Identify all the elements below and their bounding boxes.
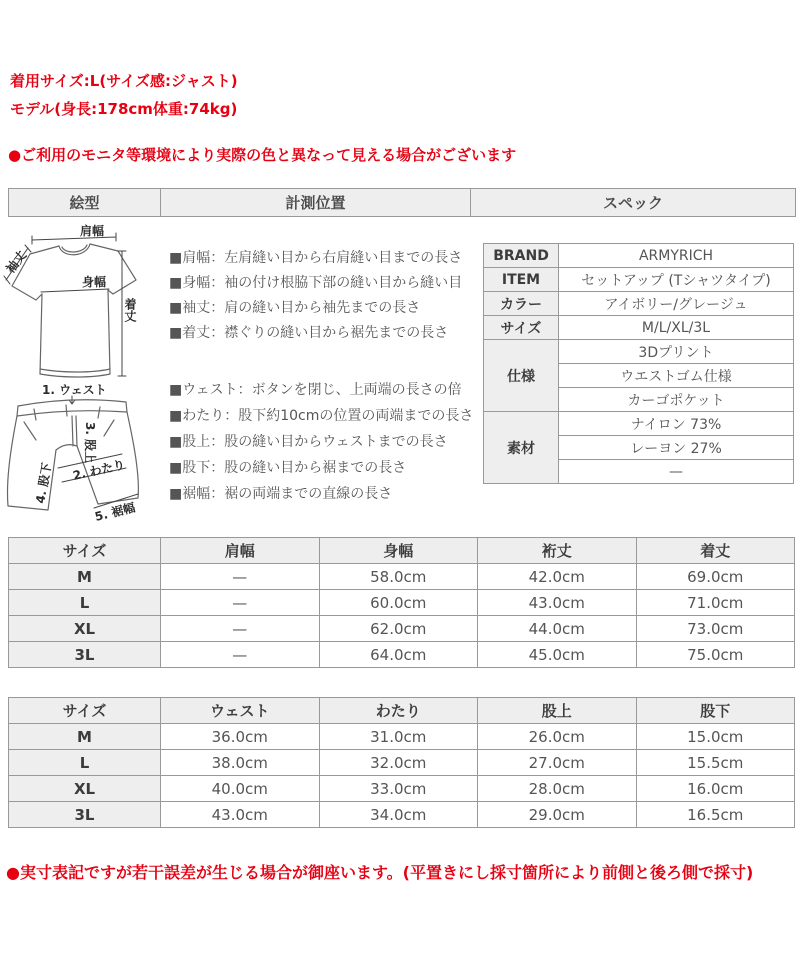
cell-value: 15.5cm	[636, 750, 795, 776]
shorts-measure-definitions	[169, 377, 485, 507]
header-length: 着丈	[636, 538, 795, 564]
measure-def-length: ■着丈：襟ぐりの縫い目から裾先までの長さ	[169, 325, 449, 341]
cell-value: —	[161, 642, 320, 668]
table-row	[9, 776, 795, 802]
monitor-color-note: ●ご利用のモニタ等環境により実際の色と異なって見える場合がございます	[8, 146, 517, 164]
shirt-size-table	[8, 537, 795, 668]
row-size-3l: 3L	[9, 642, 161, 668]
spec-label-features: 仕様	[484, 340, 559, 412]
spec-value-feature-1: 3Dプリント	[559, 340, 794, 364]
measure-def-chest: ■身幅：袖の付け根脇下部の縫い目から縫い目	[169, 275, 463, 291]
table-row	[9, 564, 795, 590]
model-info-note: モデル(身長:178cm体重:74kg)	[10, 100, 238, 118]
cell-value: 45.0cm	[478, 642, 637, 668]
measure-def-inseam: ■股下：股の縫い目から裾までの長さ	[169, 460, 407, 476]
column-header-drawing: 絵型	[9, 189, 161, 217]
measurement-disclaimer-note: ●実寸表記ですが若干誤差が生じる場合が御座います。(平置きにし採寸箇所により前側と後ろ側で採寸)	[6, 863, 754, 882]
table-row	[9, 616, 795, 642]
spec-value-size: M/L/XL/3L	[559, 316, 794, 340]
measure-def-shoulder: ■肩幅：左肩縫い目から右肩縫い目までの長さ	[169, 250, 463, 266]
cell-value: 64.0cm	[319, 642, 478, 668]
column-header-measure-position: 計測位置	[161, 189, 471, 217]
cell-value: 60.0cm	[319, 590, 478, 616]
measure-def-waist: ■ウェスト：ボタンを閉じ、上両端の長さの倍	[169, 382, 462, 398]
cell-value: 43.0cm	[478, 590, 637, 616]
shirt-chest-label: 身幅	[82, 275, 107, 289]
cell-value: 16.5cm	[636, 802, 795, 828]
cell-value: 71.0cm	[636, 590, 795, 616]
shirt-shoulder-label: 肩幅	[80, 224, 105, 238]
shorts-rise-label: 3. 股上	[83, 422, 97, 464]
header-thigh: わたり	[319, 698, 478, 724]
shorts-thigh-label: 2. わたり	[71, 457, 127, 483]
spec-label-color: カラー	[484, 292, 559, 316]
cell-value: —	[161, 616, 320, 642]
table-header-row	[9, 698, 795, 724]
cell-value: 44.0cm	[478, 616, 637, 642]
measure-def-rise: ■股上：股の縫い目からウェストまでの長さ	[169, 434, 448, 450]
shorts-inseam-label: 4. 股下	[33, 461, 55, 505]
shorts-diagram	[7, 383, 138, 524]
cell-value: 62.0cm	[319, 616, 478, 642]
cell-value: 34.0cm	[319, 802, 478, 828]
cell-value: 32.0cm	[319, 750, 478, 776]
spec-value-color: アイボリー/グレージュ	[559, 292, 794, 316]
spec-label-size: サイズ	[484, 316, 559, 340]
shorts-waist-label: 1. ウェスト	[42, 383, 107, 397]
row-size-3l: 3L	[9, 802, 161, 828]
cell-value: 28.0cm	[478, 776, 637, 802]
spec-value-brand: ARMYRICH	[559, 244, 794, 268]
table-row	[9, 724, 795, 750]
spec-value-material-2: レーヨン 27%	[559, 436, 794, 460]
cell-value: —	[161, 564, 320, 590]
cell-value: 31.0cm	[319, 724, 478, 750]
cell-value: 29.0cm	[478, 802, 637, 828]
spec-value-material-1: ナイロン 73%	[559, 412, 794, 436]
header-rise: 股上	[478, 698, 637, 724]
shorts-hem-label: 5. 裾幅	[93, 500, 137, 524]
spec-value-feature-2: ウエストゴム仕様	[559, 364, 794, 388]
table-header-row	[9, 538, 795, 564]
spec-table	[483, 243, 794, 484]
spec-label-item: ITEM	[484, 268, 559, 292]
spec-value-item: セットアップ (Tシャツタイプ)	[559, 268, 794, 292]
header-chest: 身幅	[319, 538, 478, 564]
cell-value: 38.0cm	[161, 750, 320, 776]
spec-value-material-3: —	[559, 460, 794, 484]
cell-value: 33.0cm	[319, 776, 478, 802]
header-waist: ウェスト	[161, 698, 320, 724]
header-shoulder: 肩幅	[161, 538, 320, 564]
spec-label-brand: BRAND	[484, 244, 559, 268]
cell-value: 40.0cm	[161, 776, 320, 802]
shirt-length-label: 着丈	[123, 298, 137, 322]
spec-label-material: 素材	[484, 412, 559, 484]
header-size: サイズ	[9, 538, 161, 564]
header-yuki: 裄丈	[478, 538, 637, 564]
table-row	[9, 642, 795, 668]
cell-value: 42.0cm	[478, 564, 637, 590]
shirt-sleeve-label: 袖丈	[3, 248, 30, 276]
shirt-measure-definitions	[169, 246, 485, 346]
cell-value: 16.0cm	[636, 776, 795, 802]
header-inseam: 股下	[636, 698, 795, 724]
cell-value: 27.0cm	[478, 750, 637, 776]
tshirt-diagram	[3, 224, 137, 377]
measure-def-hem: ■裾幅：裾の両端までの直線の長さ	[169, 486, 393, 502]
garment-diagram	[2, 224, 166, 524]
measure-def-thigh: ■わたり：股下約10cmの位置の両端までの長さ	[169, 408, 474, 424]
cell-value: 26.0cm	[478, 724, 637, 750]
table-row	[9, 802, 795, 828]
cell-value: 58.0cm	[319, 564, 478, 590]
cell-value: 75.0cm	[636, 642, 795, 668]
cell-value: 73.0cm	[636, 616, 795, 642]
measure-def-sleeve: ■袖丈：肩の縫い目から袖先までの長さ	[169, 300, 421, 316]
cell-value: 15.0cm	[636, 724, 795, 750]
cell-value: 43.0cm	[161, 802, 320, 828]
cell-value: —	[161, 590, 320, 616]
cell-value: 36.0cm	[161, 724, 320, 750]
row-size-m: M	[9, 724, 161, 750]
spec-value-feature-3: カーゴポケット	[559, 388, 794, 412]
shorts-size-table	[8, 697, 795, 828]
row-size-m: M	[9, 564, 161, 590]
wear-size-note: 着用サイズ:L(サイズ感:ジャスト)	[10, 72, 238, 90]
header-size: サイズ	[9, 698, 161, 724]
row-size-l: L	[9, 750, 161, 776]
row-size-xl: XL	[9, 776, 161, 802]
table-row	[9, 750, 795, 776]
table-row	[9, 590, 795, 616]
row-size-l: L	[9, 590, 161, 616]
row-size-xl: XL	[9, 616, 161, 642]
cell-value: 69.0cm	[636, 564, 795, 590]
info-header-table	[8, 188, 796, 217]
column-header-spec: スペック	[471, 189, 796, 217]
